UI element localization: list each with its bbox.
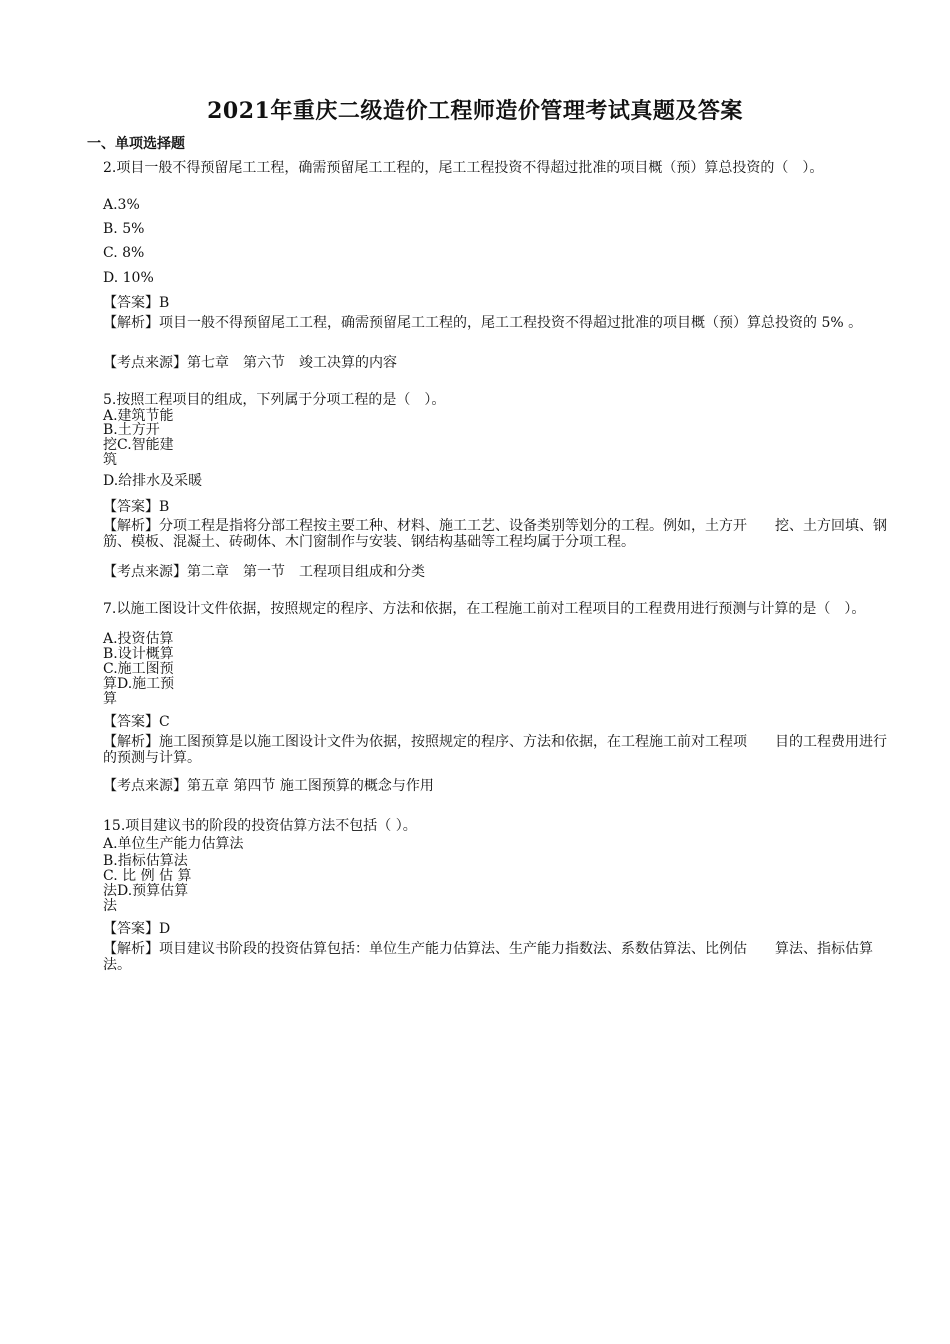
question-5-answer: 【答案】B	[103, 499, 170, 515]
question-15-option-line: 法D.预算估算	[103, 883, 189, 899]
page-title: 2021年重庆二级造价工程师造价管理考试真题及答案	[207, 98, 743, 124]
question-5-source: 【考点来源】第二章 第一节 工程项目组成和分类	[103, 564, 425, 580]
question-7-option-line: A.投资估算	[103, 631, 174, 647]
question-7-option-line: B.设计概算	[103, 646, 174, 662]
question-15-option-line: C. 比 例 估 算	[103, 868, 192, 884]
question-15-stem: 15.项目建议书的阶段的投资估算方法不包括（ ）。	[103, 818, 417, 834]
question-7-option-line: 算	[103, 691, 117, 707]
question-15-analysis: 【解析】项目建议书阶段的投资估算包括：单位生产能力估算法、生产能力指数法、系数估算法、比例估 算法、指标估算法。	[103, 941, 873, 973]
question-5-analysis: 【解析】分项工程是指将分部工程按主要工种、材料、施工工艺、设备类别等划分的工程。例如，土方开 挖、土方回填、钢筋、模板、混凝土、砖砌体、木门窗制作与安装、钢结构基础等工程均属于分项工程。	[103, 518, 887, 550]
question-7-analysis: 【解析】施工图预算是以施工图设计文件为依据，按照规定的程序、方法和依据，在工程施工前对工程项 目的工程费用进行的预测与计算。	[103, 734, 887, 766]
question-2-option-b: B. 5%	[103, 221, 145, 237]
question-5-option-line: A.建筑节能	[103, 408, 174, 424]
question-7-source: 【考点来源】第五章 第四节 施工图预算的概念与作用	[103, 778, 434, 794]
question-5-option-line: B.土方开	[103, 422, 160, 438]
question-2-option-d: D. 10%	[103, 270, 154, 286]
question-5-option-line: D.给排水及采暖	[103, 473, 203, 489]
question-2-source: 【考点来源】第七章 第六节 竣工决算的内容	[103, 355, 397, 371]
question-2-analysis: 【解析】项目一般不得预留尾工工程，确需预留尾工工程的，尾工工程投资不得超过批准的项目概（预）算总投资的 5% 。	[103, 315, 863, 331]
section-heading: 一、单项选择题	[87, 136, 185, 152]
question-2-answer: 【答案】B	[103, 295, 170, 311]
question-7-option-line: 算D.施工预	[103, 676, 175, 692]
question-7-stem: 7.以施工图设计文件依据，按照规定的程序、方法和依据，在工程施工前对工程项目的工程费用进行预测与计算的是（ ）。	[103, 601, 866, 617]
question-2-stem: 2.项目一般不得预留尾工工程，确需预留尾工工程的，尾工工程投资不得超过批准的项目概（预）算总投资的（ ）。	[103, 160, 824, 176]
question-2-option-c: C. 8%	[103, 245, 145, 261]
question-7-option-line: C.施工图预	[103, 661, 174, 677]
question-15-option-line: B.指标估算法	[103, 853, 188, 869]
question-5-option-line: 筑	[103, 452, 117, 468]
question-15-answer: 【答案】D	[103, 921, 171, 937]
question-5-option-line: 挖C.智能建	[103, 437, 174, 453]
question-15-option-line: A.单位生产能力估算法	[103, 836, 244, 852]
question-2-option-a: A.3%	[103, 197, 140, 213]
question-7-answer: 【答案】C	[103, 714, 170, 730]
question-15-option-line: 法	[103, 898, 117, 914]
question-5-stem: 5.按照工程项目的组成，下列属于分项工程的是（ ）。	[103, 392, 446, 408]
